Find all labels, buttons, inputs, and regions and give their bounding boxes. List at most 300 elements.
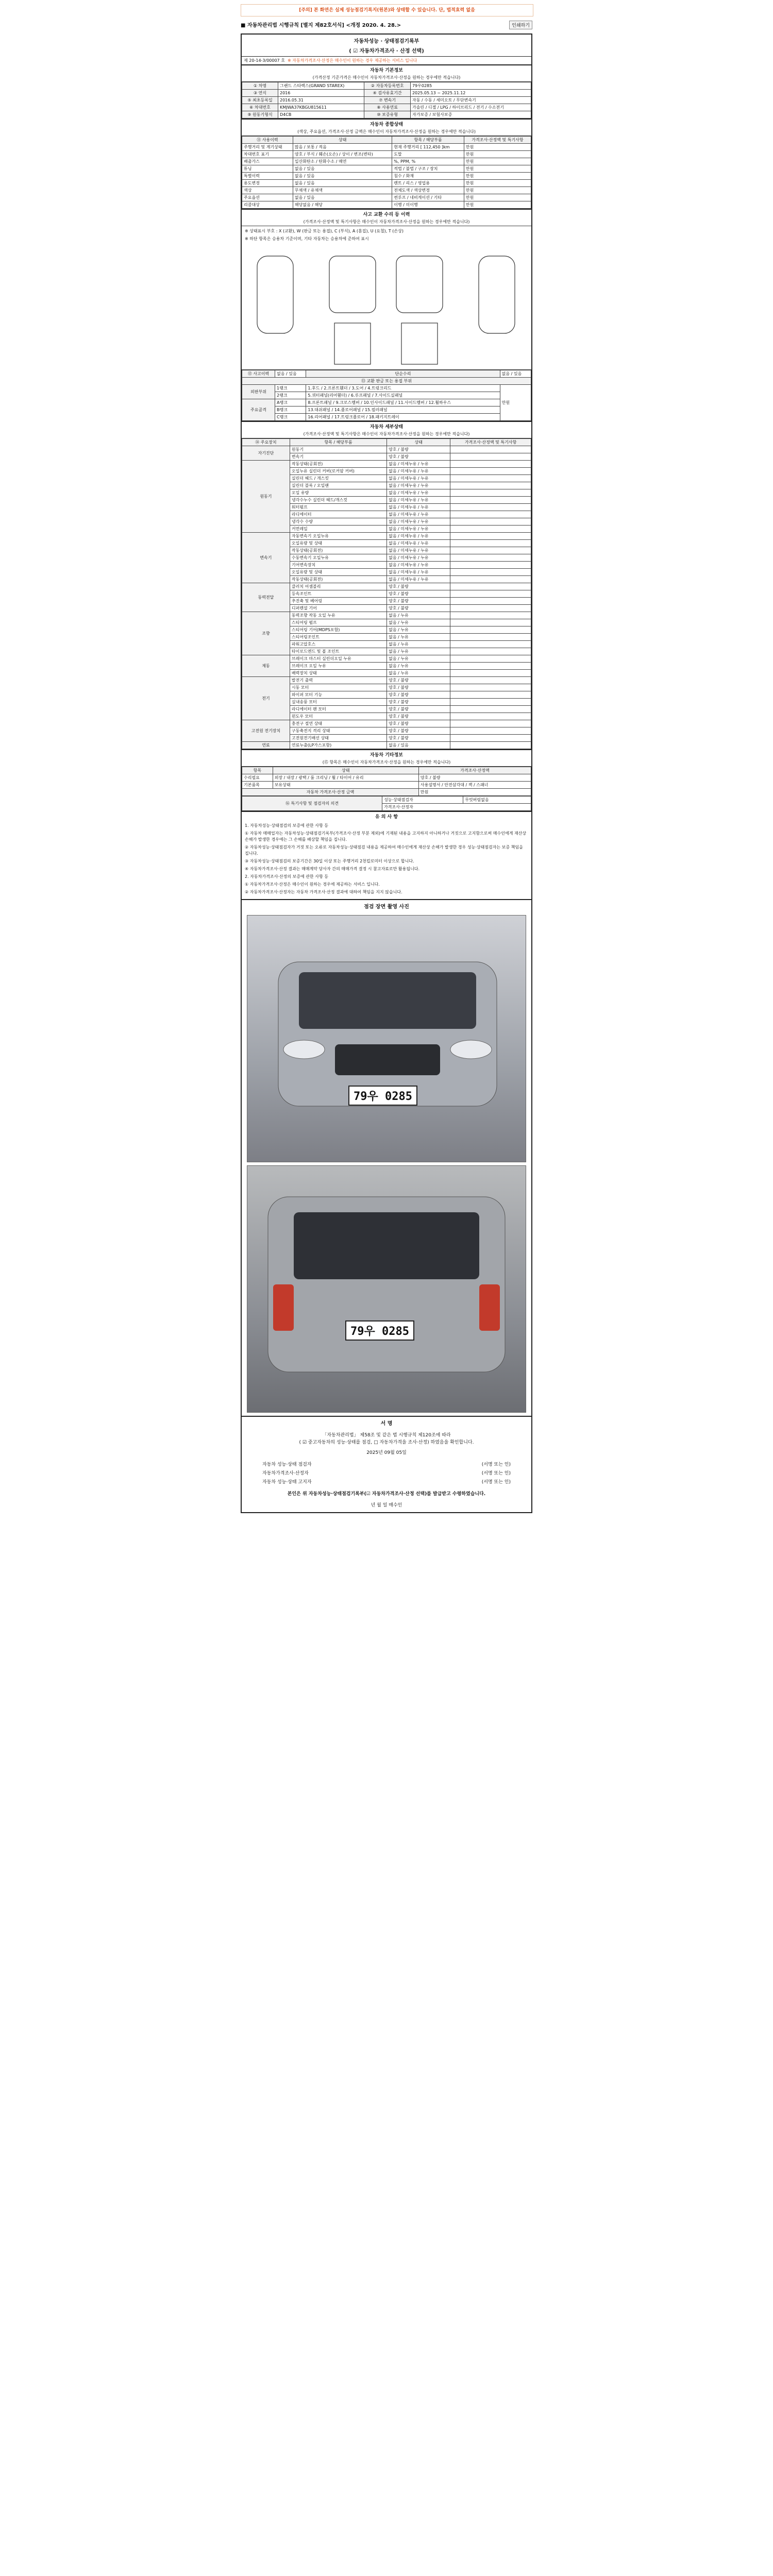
detail-state: 양호 / 불량 — [387, 590, 450, 598]
detail-price — [450, 634, 531, 641]
detail-state: 없음 / 미세누유 / 누유 — [387, 576, 450, 583]
detail-item: 작동상태(공회전) — [290, 576, 386, 583]
summary-row — [242, 180, 531, 187]
detail-state: 없음 / 미세누유 / 누유 — [387, 547, 450, 554]
notice-item: ② 자동차성능·상태점검자가 거짓 또는 오류로 자동차성능·상태점검 내용을 제공하여 매수인에게 재산상 손해가 발생한 경우 성능·상태점검자는 보증 책임을 집니다. — [245, 845, 523, 856]
detail-state: 없음 / 미세누유 / 누유 — [387, 569, 450, 576]
extra-cell: 외장 / 내장 / 광택 / 룸 크리닝 / 휠 / 타이어 / 유리 — [273, 774, 418, 782]
doc-no: 20-14-3/00007 — [249, 58, 280, 63]
summary-cell: 튜닝 — [242, 165, 293, 173]
summary-cell: 리콜대상 — [242, 201, 293, 209]
detail-state: 없음 / 누유 — [387, 634, 450, 641]
detail-item: 기어변속장치 — [290, 562, 386, 569]
basic-label: ① 차명 — [242, 82, 278, 90]
sign-date: 2025년 09월 05일 — [366, 1450, 407, 1455]
detail-group: 원동기 — [242, 461, 290, 533]
detail-price — [450, 562, 531, 569]
detail-item: 배력장치 상태 — [290, 670, 386, 677]
detail-item: 오일유량 및 상태 — [290, 569, 386, 576]
notice-item: ① 자동차가격조사·산정은 매수인이 원하는 경우에 제공하는 서비스 입니다. — [245, 882, 380, 887]
detail-item: 스티어링 기어(MDPS포함) — [290, 626, 386, 634]
detail-price — [450, 706, 531, 713]
front-license-plate: 79우 0285 — [348, 1086, 417, 1106]
sign-placeholder: (서명 또는 인) — [481, 1471, 511, 1476]
notice-item: ① 자동차 매매업자는 자동차성능·상태점검기록부(가격조사·산정 부분 제외)에 기재된 내용을 고지하지 아니하거나 거짓으로 고지함으로써 매수인에게 재산상 손해가 발생한 경우에는 그 손해를 배상할 책임을 집니다. — [245, 831, 527, 842]
detail-state: 없음 / 미세누유 / 누유 — [387, 526, 450, 533]
parts-label: ⑬ 교환 판금 또는 용접 부위 — [242, 378, 531, 385]
detail-price — [450, 663, 531, 670]
summary-header: ⑪ 사용이력 — [242, 137, 293, 144]
accident-price: 만원 — [500, 385, 531, 421]
detail-price — [450, 648, 531, 655]
detail-item: 시동 모터 — [290, 684, 386, 691]
detail-state: 없음 / 누유 — [387, 670, 450, 677]
detail-item: 브레이크 마스터 실린더오일 누유 — [290, 655, 386, 663]
doc-no-suffix: 호 — [281, 58, 285, 63]
detail-price — [450, 533, 531, 540]
basic-value-2: 79우0285 — [410, 82, 531, 90]
detail-group: 조향 — [242, 612, 290, 655]
sign-title: 서 명 — [242, 1416, 531, 1429]
detail-item: 동력조향 작동 오일 누유 — [290, 612, 386, 619]
extra-row — [242, 782, 531, 789]
detail-price — [450, 504, 531, 511]
detail-item: 스티어링 펌프 — [290, 619, 386, 626]
basic-row — [242, 82, 531, 90]
summary-cell: 만원 — [464, 180, 531, 187]
summary-cell: 만원 — [464, 187, 531, 194]
rear-license-plate: 79우 0285 — [345, 1320, 414, 1341]
detail-row — [242, 612, 531, 619]
extra-cell: 수리필요 — [242, 774, 273, 782]
detail-price — [450, 453, 531, 461]
summary-cell: 없음 / 있음 — [293, 165, 392, 173]
rear-window — [294, 1212, 479, 1279]
accident-section-note: (가격조사·산정액 및 특기사항은 매수인이 자동차가격조사·산정을 원하는 경우에만 적습니다) — [242, 218, 531, 226]
detail-item: 연료누출(LP가스포함) — [290, 742, 386, 749]
summary-cell: 없음 / 있음 — [293, 180, 392, 187]
summary-cell: 만원 — [464, 144, 531, 151]
a-rank: A랭크 — [275, 399, 306, 406]
detail-price — [450, 742, 531, 749]
detail-item: 실린더 헤드 / 개스킷 — [290, 475, 386, 482]
warning-banner: [주의] 본 화면은 실제 성능점검기록지(원본)와 상태할 수 있습니다. 단, 법적효력 없음 — [241, 4, 533, 16]
sign-statement — [242, 1429, 531, 1460]
taillight-right — [479, 1284, 500, 1331]
record-sheet — [241, 33, 532, 1513]
detail-state: 없음 / 누유 — [387, 663, 450, 670]
total-label: 자동차 가격조사·산정 금액 — [242, 789, 419, 796]
detail-row — [242, 720, 531, 727]
detail-price — [450, 619, 531, 626]
c-items: 16.리어패널 / 17.트렁크플로어 / 18.패키지트레이 — [306, 414, 500, 421]
detail-header: 상태 — [387, 439, 450, 446]
basic-value: 그랜드 스타렉스(GRAND STAREX) — [278, 82, 364, 90]
detail-price — [450, 699, 531, 706]
form-notice: ※ 자동차가격조사·산정은 매수인이 원하는 경우 제공하는 서비스 입니다 — [288, 58, 417, 63]
special-appraiser: 가격조사·산정자 — [382, 804, 531, 811]
rank1: 1랭크 — [275, 385, 306, 392]
sign-line-2: ( ☑ 중고자동차의 성능·상태를 점검, □ 자동차가격을 조사·산정) 하였음을 확인합니다. — [299, 1440, 474, 1445]
summary-section-note: (색상, 주요옵션, 가격조사·산정 금액은 매수인이 자동차가격조사·산정을 원하는 경우에만 적습니다) — [242, 128, 531, 136]
basic-value: 2016 — [278, 90, 364, 97]
detail-price — [450, 720, 531, 727]
detail-state: 없음 / 미세누유 / 누유 — [387, 562, 450, 569]
notice-item: ② 자동차가격조사·산정자는 자동차 가격조사·산정 결과에 대하여 책임을 지지 않습니다. — [245, 890, 402, 894]
basic-label-2: ④ 검사유효기간 — [364, 90, 411, 97]
sign-row — [242, 1477, 531, 1486]
accident-legend — [242, 226, 531, 246]
detail-item: 오일 유량 — [290, 489, 386, 497]
extra-header: 가격조사·산정액 — [418, 767, 531, 774]
detail-state: 양호 / 불량 — [387, 713, 450, 720]
basic-label-2: ② 자동차등록번호 — [364, 82, 411, 90]
detail-item: 충전구 절연 상태 — [290, 720, 386, 727]
taillight-left — [273, 1284, 294, 1331]
summary-row — [242, 194, 531, 201]
detail-item: 워터펌프 — [290, 504, 386, 511]
car-underbody — [334, 323, 371, 364]
detail-item: 와이퍼 모터 기능 — [290, 691, 386, 699]
detail-state: 없음 / 미세누유 / 누유 — [387, 482, 450, 489]
basic-label: ⑨ 원동기형식 — [242, 111, 278, 118]
summary-cell: 없음 / 있음 — [293, 194, 392, 201]
summary-table — [242, 136, 531, 209]
basic-section-title: 자동차 기본정보 — [242, 64, 531, 74]
summary-row — [242, 144, 531, 151]
detail-price — [450, 526, 531, 533]
sign-role: 자동차가격조사·산정자 — [262, 1471, 309, 1476]
car-front-view — [329, 256, 376, 313]
detail-row — [242, 533, 531, 540]
detail-state: 양호 / 불량 — [387, 446, 450, 453]
detail-price — [450, 670, 531, 677]
detail-price — [450, 598, 531, 605]
detail-item: 커먼레일 — [290, 526, 386, 533]
receiver-line: 년 월 일 매수인 — [371, 1503, 402, 1508]
detail-price — [450, 677, 531, 684]
basic-row — [242, 97, 531, 104]
basic-label: ③ 연식 — [242, 90, 278, 97]
detail-row — [242, 677, 531, 684]
summary-cell: 해당없음 / 해당 — [293, 201, 392, 209]
total-value: 만원 — [418, 789, 531, 796]
summary-section-title: 자동차 종합상태 — [242, 118, 531, 128]
basic-value-2: 가솔린 / 디젤 / LPG / 하이브리드 / 전기 / 수소전기 — [410, 104, 531, 111]
detail-row — [242, 655, 531, 663]
summary-row — [242, 165, 531, 173]
special-inspector: 성능·상태점검자 — [382, 796, 463, 804]
legend-1: ※ 상태표시 부호 : X (교환), W (판금 또는 용접), C (부식), A (흠집), U (요철), T (손상) — [245, 229, 404, 233]
simple-repair-values: 없음 / 있음 — [500, 370, 531, 378]
extra-row — [242, 774, 531, 782]
detail-header: 항목 / 해당부품 — [290, 439, 386, 446]
detail-state: 없음 / 미세누유 / 누유 — [387, 511, 450, 518]
detail-item: 변속기 — [290, 453, 386, 461]
detail-state: 양호 / 불량 — [387, 699, 450, 706]
detail-section-note: (가격조사·산정액 및 특기사항은 매수인이 자동차가격조사·산정을 원하는 경우에만 적습니다) — [242, 431, 531, 438]
summary-cell: 주요옵션 — [242, 194, 293, 201]
detail-item: 작동상태(공회전) — [290, 461, 386, 468]
detail-price — [450, 482, 531, 489]
headlight-left — [283, 1040, 325, 1059]
detail-item: 자동변속기 오일누유 — [290, 533, 386, 540]
main-label: 주요골격 — [242, 399, 275, 421]
detail-state: 없음 / 미세누유 / 누유 — [387, 504, 450, 511]
rank1-items: 1.후드 / 2.프론트휀더 / 3.도어 / 4.트렁크리드 — [306, 385, 500, 392]
inspection-form — [241, 21, 532, 1513]
detail-price — [450, 446, 531, 453]
detail-state: 없음 / 있음 — [387, 742, 450, 749]
summary-cell: 만원 — [464, 173, 531, 180]
summary-cell: 침수 / 화재 — [392, 173, 464, 180]
detail-state: 양호 / 불량 — [387, 727, 450, 735]
detail-item: 원동기 — [290, 446, 386, 453]
form-title: 자동차성능 · 상태점검기록부 — [354, 39, 419, 44]
detail-price — [450, 684, 531, 691]
detail-state: 없음 / 누유 — [387, 648, 450, 655]
detail-state: 양호 / 불량 — [387, 677, 450, 684]
extra-cell: 사용설명서 / 안전삼각대 / 잭 / 스패너 — [418, 782, 531, 789]
simple-repair-label: 단순수리 — [306, 370, 500, 378]
detail-state: 양호 / 불량 — [387, 684, 450, 691]
detail-state: 양호 / 불량 — [387, 720, 450, 727]
summary-cell: 현재 주행거리 [ 112,450 ]km — [392, 144, 464, 151]
summary-cell: 이행 / 미이행 — [392, 201, 464, 209]
detail-item: 추진축 및 베어링 — [290, 598, 386, 605]
detail-row — [242, 446, 531, 453]
summary-cell: 주행거리 및 계기상태 — [242, 144, 293, 151]
detail-item: 냉각수누수 실린더 헤드/개스킷 — [290, 497, 386, 504]
summary-cell: 많음 / 보통 / 적음 — [293, 144, 392, 151]
summary-row — [242, 201, 531, 209]
outer-label: 외판부위 — [242, 385, 275, 399]
detail-group: 전기 — [242, 677, 290, 720]
detail-price — [450, 612, 531, 619]
history-values: 없음 / 있음 — [275, 370, 306, 378]
detail-group: 변속기 — [242, 533, 290, 583]
rear-photo-graphic — [247, 1166, 526, 1412]
summary-cell: 양호 / 부식 / 훼손(오손) / 상이 / 변조(변타) — [293, 151, 392, 158]
detail-price — [450, 713, 531, 720]
detail-state: 없음 / 누유 — [387, 619, 450, 626]
detail-row — [242, 583, 531, 590]
detail-state: 양호 / 불량 — [387, 598, 450, 605]
print-button[interactable]: 인쇄하기 — [509, 21, 532, 29]
rank2: 2랭크 — [275, 392, 306, 399]
detail-price — [450, 475, 531, 482]
detail-price — [450, 511, 531, 518]
summary-cell: 차대번호 표기 — [242, 151, 293, 158]
basic-info-table — [242, 82, 531, 118]
form-header: ■ 자동차관리법 시행규칙 [별지 제82호서식] <개정 2020. 4. 28.> — [241, 23, 401, 28]
summary-cell: 배출가스 — [242, 158, 293, 165]
sign-row — [242, 1460, 531, 1468]
sign-line-1: 「자동차관리법」 제58조 및 같은 법 시행규칙 제120조에 따라 — [322, 1433, 451, 1438]
summary-cell: 무채색 / 유채색 — [293, 187, 392, 194]
basic-row — [242, 104, 531, 111]
detail-state: 없음 / 미세누유 / 누유 — [387, 468, 450, 475]
car-top-view-right — [479, 256, 515, 333]
basic-value-2: 2025.05.13 ~ 2025.11.12 — [410, 90, 531, 97]
b-rank: B랭크 — [275, 406, 306, 414]
detail-price — [450, 489, 531, 497]
form-subtitle: ( ☑ 자동차가격조사 · 산정 선택) — [349, 48, 424, 54]
basic-label-2: ⑧ 사용연료 — [364, 104, 411, 111]
detail-item: 고전원전기배선 상태 — [290, 735, 386, 742]
detail-state: 없음 / 누유 — [387, 612, 450, 619]
detail-item: 작동상태(공회전) — [290, 547, 386, 554]
summary-cell: 도말 — [392, 151, 464, 158]
detail-state: 양호 / 불량 — [387, 583, 450, 590]
detail-item: 브레이크 오일 누유 — [290, 663, 386, 670]
summary-cell: 썬루프 / 네비게이션 / 기타 — [392, 194, 464, 201]
sign-rows — [242, 1460, 531, 1486]
detail-state: 없음 / 미세누유 / 누유 — [387, 518, 450, 526]
basic-value: KMJWA37KBGU815611 — [278, 104, 364, 111]
sign-row — [242, 1468, 531, 1477]
detail-price — [450, 727, 531, 735]
detail-price — [450, 576, 531, 583]
extra-header: 상태 — [273, 767, 418, 774]
detail-item: 발전기 출력 — [290, 677, 386, 684]
summary-row — [242, 187, 531, 194]
notice-item: 2. 자동차가격조사·산정의 보증에 관한 사항 등 — [245, 874, 328, 879]
summary-cell: 특별이력 — [242, 173, 293, 180]
extra-cell: 기본품목 — [242, 782, 273, 789]
detail-price — [450, 547, 531, 554]
detail-section-title: 자동차 세부상태 — [242, 421, 531, 431]
extra-table — [242, 767, 531, 796]
sign-placeholder: (서명 또는 인) — [481, 1480, 511, 1485]
photo-section-title: 점검 장면 촬영 사진 — [242, 899, 531, 912]
car-diagrams — [242, 246, 533, 369]
extra-section-title: 자동차 기타정보 — [242, 749, 531, 759]
detail-header: 가격조사·산정액 및 특기사항 — [450, 439, 531, 446]
basic-section-note: (가격산정 기준가격은 매수인이 자동차가격조사·산정을 원하는 경우에만 적습니다) — [242, 74, 531, 82]
special-label: ⑯ 특기사항 및 점검자의 의견 — [242, 796, 382, 811]
summary-cell: 만원 — [464, 194, 531, 201]
detail-state: 양호 / 불량 — [387, 706, 450, 713]
front-photo-graphic — [247, 916, 526, 1162]
detail-item: 구동축전지 격리 상태 — [290, 727, 386, 735]
summary-row — [242, 173, 531, 180]
detail-item: 등속조인트 — [290, 590, 386, 598]
car-trunk — [401, 323, 438, 364]
detail-item: 클러치 어셈블리 — [290, 583, 386, 590]
detail-state: 없음 / 미세누유 / 누유 — [387, 489, 450, 497]
detail-item: 타이로드엔드 및 볼 조인트 — [290, 648, 386, 655]
summary-header: 가격조사·산정액 및 특기사항 — [464, 137, 531, 144]
b-items: 13.대쉬패널 / 14.플로어패널 / 15.필러패널 — [306, 406, 500, 414]
car-rear-view — [396, 256, 443, 313]
notices-list — [242, 821, 531, 899]
detail-price — [450, 641, 531, 648]
detail-item: 오일유량 및 상태 — [290, 540, 386, 547]
detail-state: 없음 / 미세누유 / 누유 — [387, 554, 450, 562]
basic-value-2: 자가보증 / 보험사보증 — [410, 111, 531, 118]
basic-label: ⑤ 최초등록일 — [242, 97, 278, 104]
notice-item: 1. 자동차성능·상태점검의 보증에 관한 사항 등 — [245, 823, 328, 828]
detail-state: 없음 / 미세누유 / 누유 — [387, 497, 450, 504]
detail-header: ⑭ 주요장치 — [242, 439, 290, 446]
summary-cell: %, PPM, % — [392, 158, 464, 165]
detail-item: 수동변속기 오일누유 — [290, 554, 386, 562]
front-photo — [247, 915, 526, 1162]
doc-number-row — [242, 56, 531, 64]
detail-row — [242, 461, 531, 468]
detail-price — [450, 540, 531, 547]
detail-price — [450, 468, 531, 475]
detail-group: 고전원 전기장치 — [242, 720, 290, 742]
sign-role: 자동차 성능·상태 점검자 — [262, 1462, 312, 1467]
detail-item: 냉각수 수량 — [290, 518, 386, 526]
extra-header: 항목 — [242, 767, 273, 774]
detail-item: 스티어링조인트 — [290, 634, 386, 641]
sign-placeholder: (서명 또는 인) — [481, 1462, 511, 1467]
detail-price — [450, 497, 531, 504]
detail-item: 라디에이터 — [290, 511, 386, 518]
c-rank: C랭크 — [275, 414, 306, 421]
summary-cell: 전체도색 / 색상변경 — [392, 187, 464, 194]
detail-price — [450, 691, 531, 699]
a-items: 8.프론트패널 / 9.크로스멤버 / 10.인사이드패널 / 11.사이드멤버 / 12.휠하우스 — [306, 399, 500, 406]
summary-cell: 색상 — [242, 187, 293, 194]
detail-state: 없음 / 미세누유 / 누유 — [387, 475, 450, 482]
summary-cell: 만원 — [464, 165, 531, 173]
car-top-view-left — [257, 256, 293, 333]
summary-cell: 만원 — [464, 158, 531, 165]
detail-item: 라디에이터 팬 모터 — [290, 706, 386, 713]
detail-price — [450, 461, 531, 468]
summary-cell: 용도변경 — [242, 180, 293, 187]
notice-item: ③ 자동차성능·상태점검의 보증기간은 30일 이상 또는 주행거리 2천킬로미터 이상으로 합니다. — [245, 859, 414, 863]
headlight-right — [450, 1040, 492, 1059]
summary-cell: 만원 — [464, 201, 531, 209]
detail-price — [450, 605, 531, 612]
basic-value-2: 자동 / 수동 / 세미오토 / 무단변속기 — [410, 97, 531, 104]
detail-state: 없음 / 누유 — [387, 626, 450, 634]
notice-item: ④ 자동차가격조사·산정 결과는 매매계약 당사자 간의 매매가격 결정 시 참고자료로만 활용됩니다. — [245, 867, 420, 871]
detail-state: 없음 / 누유 — [387, 641, 450, 648]
summary-row — [242, 151, 531, 158]
detail-group: 연료 — [242, 742, 290, 749]
detail-price — [450, 583, 531, 590]
special-opinion: 무엇버림없음 — [463, 796, 531, 804]
detail-price — [450, 554, 531, 562]
basic-row — [242, 90, 531, 97]
detail-state: 양호 / 불량 — [387, 735, 450, 742]
detail-group: 동력전달 — [242, 583, 290, 612]
windshield — [299, 972, 476, 1029]
rank2-items: 5.쿼터패널(리어휀더) / 6.루프패널 / 7.사이드실패널 — [306, 392, 500, 399]
detail-item: 오일누유 실린더 커버(로커암 커버) — [290, 468, 386, 475]
detail-state: 없음 / 미세누유 / 누유 — [387, 533, 450, 540]
grille — [335, 1044, 440, 1075]
basic-label-2: ⑦ 변속기 — [364, 97, 411, 104]
detail-item: 디퍼렌셜 기어 — [290, 605, 386, 612]
detail-group: 제동 — [242, 655, 290, 677]
detail-state: 없음 / 누유 — [387, 655, 450, 663]
summary-header: 항목 / 해당부품 — [392, 137, 464, 144]
summary-cell: 만원 — [464, 151, 531, 158]
detail-state: 양호 / 불량 — [387, 691, 450, 699]
summary-header: 상태 — [293, 137, 392, 144]
summary-cell: 없음 / 있음 — [293, 173, 392, 180]
summary-cell: 일산화탄소 / 탄화수소 / 매연 — [293, 158, 392, 165]
detail-item: 윈도우 모터 — [290, 713, 386, 720]
doc-no-label: 제 — [244, 58, 248, 63]
